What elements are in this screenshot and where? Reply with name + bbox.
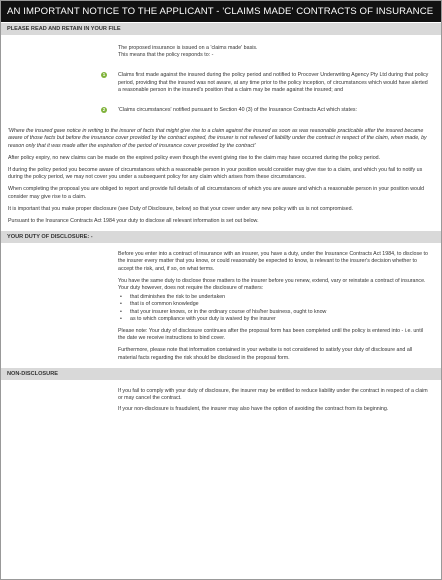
list-item: • that diminishes the risk to be undertaken [120,294,226,301]
numbered-item-2 [101,107,431,114]
section-heading-read-retain: PLEASE READ AND RETAIN IN YOUR FILE [1,23,441,35]
paragraph-completing-proposal: When completing the proposal you are obliged to report and provide full details of all circumstances of which you are aware and which a reasonable person in your position would consider may give rise to a claim. [8,186,425,200]
intro-line-2: This means that the policy responds to: - [118,52,214,59]
paragraph-pursuant: Pursuant to the Insurance Contracts Act 1984 your duty to disclose all relevant information is set out below. [8,218,259,225]
paragraph-awareness: If during the policy period you become aware of circumstances which a reasonable person in your position would consider may give rise to a claim, and which you fail to notify us during the policy period, we may not cover you under a subsequent policy for any claim which arises from these circumstances. [8,167,423,181]
section-duty-body [1,251,441,362]
duty-paragraph-1: Before you enter into a contract of insurance with an insurer, you have a duty, under the Insurance Contracts Act 1984, to disclose to the insurer every matter that you know, or could reasonably be expected to know, is relevant to the insurer's decision whether to accept the risk, and, if so, on what terms. [118,251,428,272]
number-badge-1: 1 [102,72,106,78]
duty-paragraph-please-note: Please note: Your duty of disclosure continues after the proposal form has been completed until the policy is entered into - i.e. until the date we receive instructions to bind cover. [118,328,424,342]
paragraph-proper-disclosure: It is important that you make proper disclosure (see Duty of Disclosure, below) so that your cover under any new policy with us is not compromised. [8,205,354,212]
section-heading-non-disclosure: NON-DISCLOSURE [1,368,441,380]
document-title: AN IMPORTANT NOTICE TO THE APPLICANT - 'CLAIMS MADE' CONTRACTS OF INSURANCE [1,1,441,22]
list-item-text: that your insurer knows, or in the ordinary course of his/her business, ought to know [130,308,327,315]
numbered-item-text-2: 'Claims circumstances' notified pursuant to Section 40 (3) of the Insurance Contracts Act which states: [118,107,358,114]
non-disclosure-paragraph-1: If you fail to comply with your duty of disclosure, the insurer may be entitled to reduce liability under the contract in respect of a claim or may cancel the contract. [118,387,428,402]
list-item: • that is of common knowledge [120,301,199,308]
numbered-item-1 [101,72,431,94]
non-disclosure-paragraph-2: If your non-disclosure is fraudulent, the insurer may also have the option of avoiding the contract from its beginning. [118,406,389,413]
intro-line-1: The proposed insurance is issued on a 'claims made' basis. [118,45,258,51]
duty-paragraph-2: You have the same duty to disclose those matters to the insurer before you renew, extend, vary or reinstate a contract of insurance. [118,277,426,284]
section-non-disclosure-body [1,388,441,414]
section-claims-made-body [1,45,441,225]
duty-paragraph-website: Furthermore, please note that information contained in your website is not considered to satisfy your duty of disclosure and all material facts regarding the risk should be disclosed in the proposal form. [118,347,413,361]
statutory-quote: 'Where the insured gave notice in writing to the insurer of facts that might give rise to a claim against the insured as soon as was reasonable practicable after the insured became aware of those facts but before the insurance cover provided by the contract expired, the insurer is not relieved of liability under the contract in respect of the claim, when made, by reason only that it was made after the expiration of the period of insurance cover provided by the contract' [8,128,427,149]
paragraph-after-expiry: After policy expiry, no new claims can be made on the expired policy even though the event giving rise to the claim may have occurred during the policy period. [8,154,381,161]
list-item-text: as to which compliance with your duty is waived by the insurer [130,315,276,322]
list-item-text: that diminishes the risk to be undertaken [130,294,226,301]
duty-paragraph-3: Your duty however, does not require the disclosure of matters: [118,285,264,292]
number-badge-2: 2 [102,107,106,113]
exemption-list [118,294,431,323]
list-item: • as to which compliance with your duty is waived by the insurer [120,315,276,322]
list-item: • that your insurer knows, or in the ordinary course of his/her business, ought to know [120,308,327,315]
list-item-text: that is of common knowledge [130,301,199,308]
numbered-item-text-1: Claims first made against the insured during the policy period and notified to Procover Underwriting Agency Pty Ltd during that policy period, providing that the insured was not aware, at any time prior to the policy inception, of circumstances which would have alerted a reasonable person in the insured's position that a claim may be made against the insured; and [118,72,429,93]
section-heading-duty-of-disclosure: YOUR DUTY OF DISCLOSURE: - [1,231,441,243]
